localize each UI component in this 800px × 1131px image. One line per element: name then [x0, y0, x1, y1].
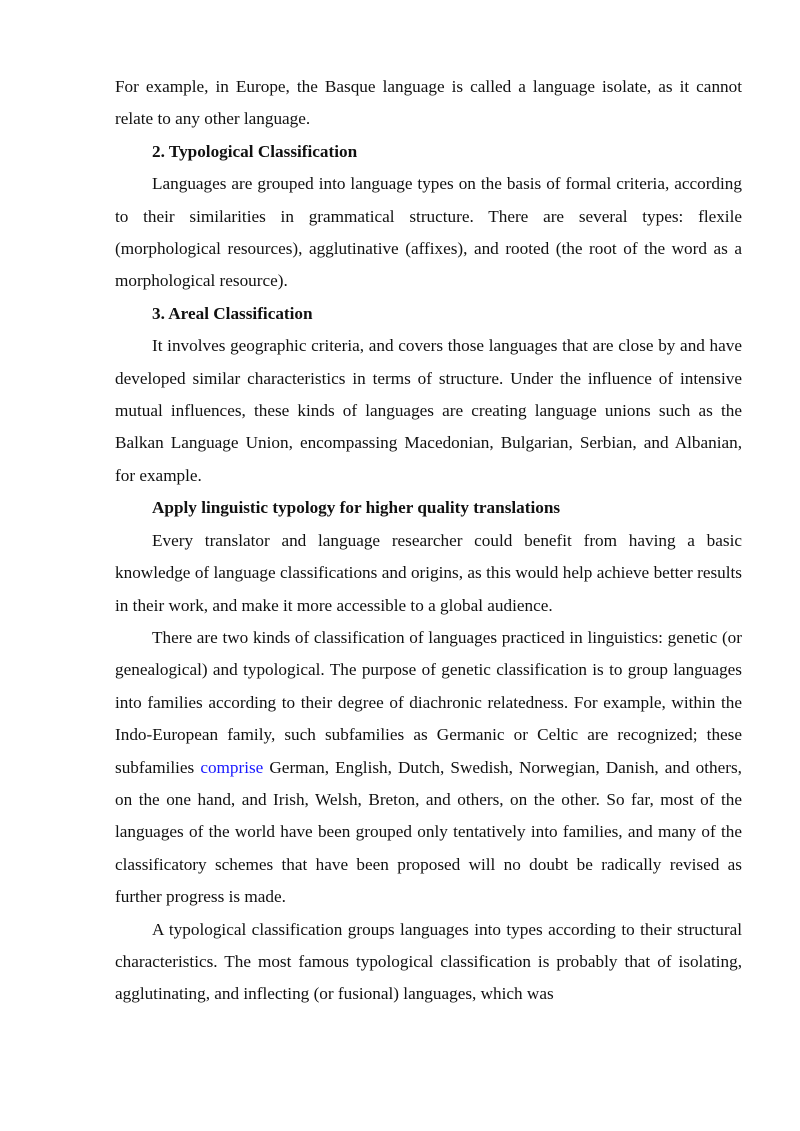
heading-typological-classification: 2. Typological Classification [152, 141, 358, 161]
paragraph-typological-types: A typological classification groups languages into types according to their structural characteristics. The most famous typological classification is probably that of isolating, agglutinating, and inflecting (or fusional) languages, which was [115, 919, 742, 1004]
comprise-link[interactable]: comprise [200, 757, 264, 777]
paragraph-basque-isolate: For example, in Europe, the Basque language is called a language isolate, as it cannot relate to any other language. [115, 77, 742, 129]
heading-apply-linguistic-typology: Apply linguistic typology for higher quality translations [152, 498, 561, 518]
paragraph-translator-benefit: Every translator and language researcher could benefit from having a basic knowledge of language classifications and origins, as this would help achieve better results in their work, and make it more accessible to a global audience. [115, 530, 742, 615]
paragraph-genetic-classification [115, 622, 742, 914]
heading-areal-classification: 3. Areal Classification [152, 303, 313, 323]
paragraph-typological: Languages are grouped into language types on the basis of formal criteria, according to their similarities in grammatical structure. There are several types: flexile (morphological resources), agglutinative (affixes), and rooted (the root of the word as a morphological resource). [115, 174, 742, 291]
paragraph-areal: It involves geographic criteria, and covers those languages that are close by and have developed similar characteristics in terms of structure. Under the influence of intensive mutual influences, these kinds of languages are creating language unions such as the Balkan Language Union, encompassing Macedonian, Bulgarian, Serbian, and Albanian, for example. [115, 336, 742, 485]
paragraph-text-after-link: German, English, Dutch, Swedish, Norwegian, Danish, and others, on the one hand, and Irish, Welsh, Breton, and others, on the other. So far, most of the languages of the world have been grouped only tentatively into families, and many of the classificatory schemes that have been proposed will no doubt be radically revised as further progress is made. [115, 757, 742, 907]
paragraph-text-before-link: There are two kinds of classification of languages practiced in linguistics: genetic (or genealogical) and typological. The purpose of genetic classification is to group languages into families according to their degree of diachronic relatedness. For example, within the Indo-European family, such subfamilies as Germanic or Celtic are recognized; these subfamilies [115, 627, 742, 777]
